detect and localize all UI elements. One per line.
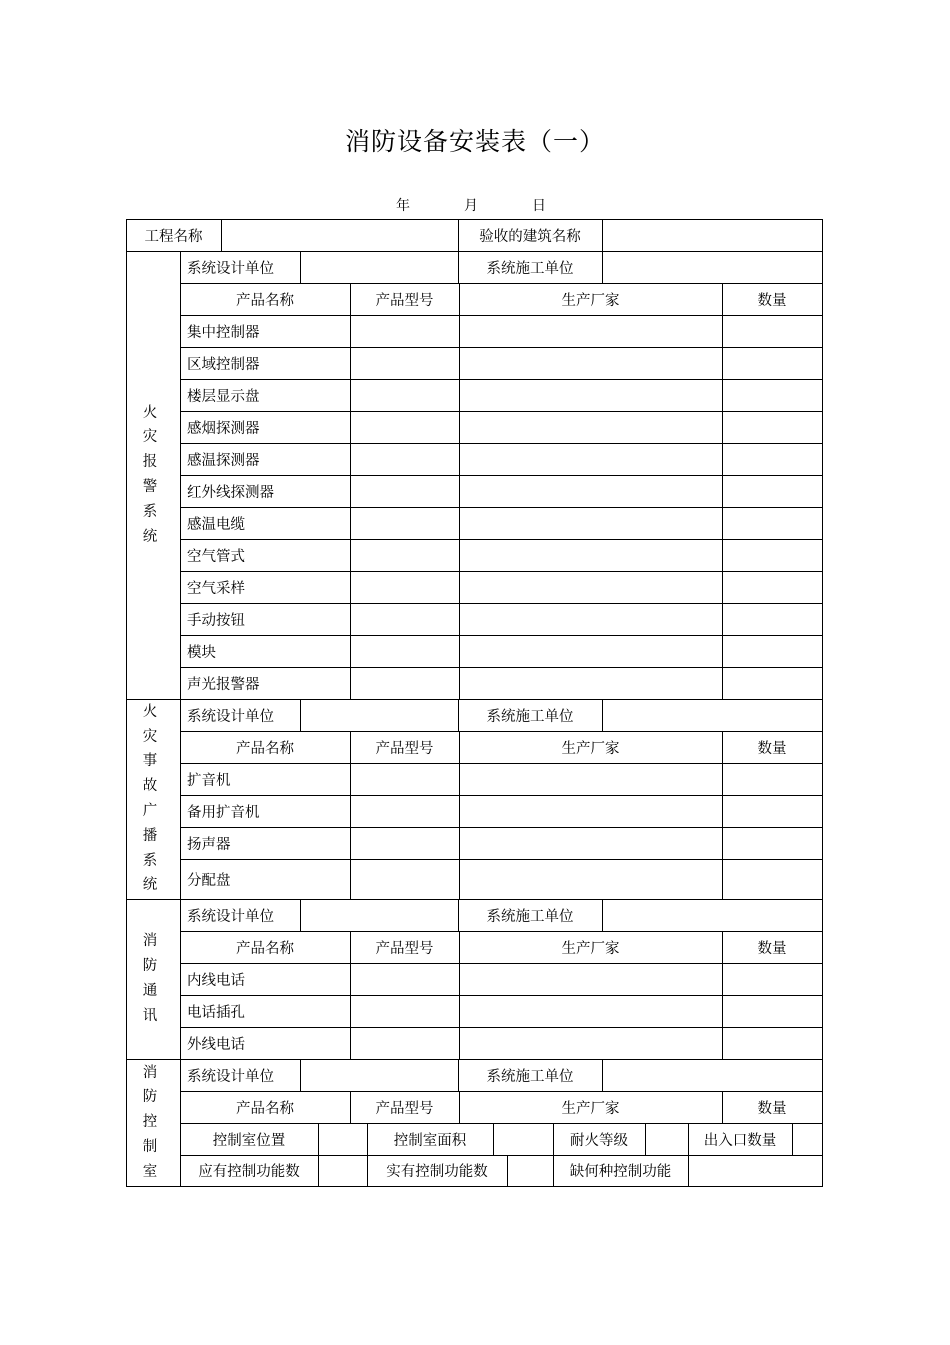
date-month: 月: [464, 198, 478, 214]
col-header-qty: 数量: [757, 1100, 787, 1117]
product-model-cell: [350, 963, 459, 995]
construction-unit-value: [602, 699, 822, 731]
control-function-label: 实有控制功能数: [386, 1164, 488, 1180]
section-label-char: 警: [142, 479, 158, 495]
control-function-label: 应有控制功能数: [198, 1164, 300, 1180]
product-name-cell: 空气采样: [187, 580, 245, 597]
section-label-char: 室: [142, 1163, 158, 1180]
col-header-maker: 生产厂家: [561, 740, 620, 757]
control-room-label: 控制室面积: [393, 1132, 467, 1149]
product-qty-cell: [722, 995, 822, 1027]
section-label-char: 火: [142, 404, 158, 421]
product-name-cell: 感温探测器: [187, 452, 260, 469]
product-maker-cell: [459, 475, 722, 507]
date-day: 日: [532, 198, 546, 214]
section-label-char: 防: [142, 1089, 158, 1106]
control-room-label: 控制室位置: [212, 1132, 286, 1149]
fire-comm-section-label: [126, 899, 174, 1059]
section-label-char: 通: [142, 983, 158, 999]
product-name-cell: 扩音机: [187, 772, 231, 789]
construction-unit-label: 系统施工单位: [486, 260, 574, 277]
design-unit-label: 系统设计单位: [187, 260, 274, 277]
col-header-name: 产品名称: [236, 940, 294, 957]
product-name-cell: 空气管式: [187, 548, 245, 565]
product-maker-cell: [459, 667, 722, 699]
product-maker-cell: [459, 995, 722, 1027]
product-model-cell: [350, 1027, 459, 1059]
section-label-char: 消: [142, 933, 158, 950]
product-model-cell: [350, 827, 459, 859]
section-label-char: 消: [142, 1064, 158, 1081]
product-qty-cell: [722, 379, 822, 411]
product-maker-cell: [459, 539, 722, 571]
col-header-model: 产品型号: [375, 740, 434, 757]
control-function-value: [507, 1155, 553, 1186]
product-name-cell: 手动按钮: [187, 612, 245, 629]
construction-unit-label: 系统施工单位: [486, 708, 574, 725]
col-header-qty: 数量: [757, 940, 787, 957]
section-label-char: 故: [142, 778, 158, 795]
product-maker-cell: [459, 603, 722, 635]
project-name-label: 工程名称: [144, 228, 203, 245]
product-name-cell: 模块: [187, 644, 216, 661]
building-name-label: 验收的建筑名称: [479, 228, 581, 245]
col-header-qty: 数量: [757, 292, 787, 309]
control-room-label: 耐火等级: [570, 1132, 628, 1149]
col-header-name: 产品名称: [236, 292, 294, 309]
product-maker-cell: [459, 347, 722, 379]
control-function-label: 缺何种控制功能: [569, 1164, 672, 1180]
section-label-char: 防: [142, 958, 158, 975]
col-header-maker: 生产厂家: [561, 292, 620, 309]
product-name-cell: 分配盘: [187, 872, 231, 889]
section-label-char: 控: [142, 1114, 158, 1131]
control-function-value: [688, 1155, 822, 1186]
product-qty-cell: [722, 827, 822, 859]
section-label-char: 报: [142, 454, 158, 471]
section-label-char: 事: [142, 753, 158, 770]
design-unit-label: 系统设计单位: [187, 708, 274, 725]
col-header-model: 产品型号: [375, 940, 434, 957]
product-name-cell: 备用扩音机: [187, 804, 260, 821]
fire-control-room-section-label: [126, 1059, 174, 1186]
product-name-cell: 感烟探测器: [187, 420, 260, 437]
col-header-model: 产品型号: [375, 1100, 434, 1117]
section-label-char: 系: [142, 503, 158, 520]
col-header-name: 产品名称: [236, 1100, 294, 1117]
product-name-cell: 声光报警器: [187, 676, 260, 693]
product-maker-cell: [459, 315, 722, 347]
product-model-cell: [350, 539, 459, 571]
product-maker-cell: [459, 571, 722, 603]
section-label-char: 灾: [142, 728, 158, 745]
design-unit-value: [300, 1059, 458, 1091]
building-name-value: [602, 219, 822, 251]
product-model-cell: [350, 379, 459, 411]
project-name-value: [221, 219, 458, 251]
section-label-char: 灾: [142, 429, 158, 446]
product-maker-cell: [459, 443, 722, 475]
construction-unit-label: 系统施工单位: [486, 1068, 574, 1085]
product-qty-cell: [722, 763, 822, 795]
product-qty-cell: [722, 963, 822, 995]
product-model-cell: [350, 571, 459, 603]
product-name-cell: 外线电话: [187, 1036, 245, 1053]
section-label-char: 制: [142, 1138, 158, 1155]
product-name-cell: 内线电话: [187, 972, 245, 989]
col-header-model: 产品型号: [375, 292, 434, 309]
product-model-cell: [350, 635, 459, 667]
control-room-value: [792, 1123, 822, 1155]
product-qty-cell: [722, 635, 822, 667]
fire-alarm-section-label: [126, 251, 174, 699]
product-qty-cell: [722, 571, 822, 603]
construction-unit-value: [602, 251, 822, 283]
product-qty-cell: [722, 411, 822, 443]
section-label-char: 讯: [142, 1007, 158, 1024]
product-qty-cell: [722, 347, 822, 379]
section-label-char: 统: [142, 877, 158, 894]
product-qty-cell: [722, 507, 822, 539]
product-qty-cell: [722, 443, 822, 475]
section-label-char: 系: [142, 852, 158, 869]
design-unit-label: 系统设计单位: [187, 908, 274, 925]
product-maker-cell: [459, 827, 722, 859]
construction-unit-label: 系统施工单位: [486, 908, 574, 925]
section-label-char: 播: [142, 827, 158, 844]
product-name-cell: 感温电缆: [187, 516, 245, 533]
product-qty-cell: [722, 475, 822, 507]
product-name-cell: 楼层显示盘: [187, 388, 260, 405]
design-unit-value: [300, 251, 458, 283]
control-room-value: [645, 1123, 688, 1155]
date-year: 年: [396, 198, 410, 214]
product-model-cell: [350, 411, 459, 443]
product-maker-cell: [459, 1027, 722, 1059]
design-unit-value: [300, 899, 458, 931]
product-qty-cell: [722, 667, 822, 699]
col-header-name: 产品名称: [236, 740, 294, 757]
section-label-char: 广: [142, 803, 158, 819]
product-model-cell: [350, 859, 459, 899]
control-room-value: [318, 1123, 367, 1155]
product-maker-cell: [459, 795, 722, 827]
section-label-char: 统: [142, 528, 158, 545]
product-model-cell: [350, 995, 459, 1027]
control-function-value: [318, 1155, 367, 1186]
product-qty-cell: [722, 603, 822, 635]
control-room-value: [493, 1123, 553, 1155]
product-qty-cell: [722, 315, 822, 347]
product-qty-cell: [722, 539, 822, 571]
product-model-cell: [350, 763, 459, 795]
col-header-qty: 数量: [757, 740, 787, 757]
product-name-cell: 区域控制器: [187, 356, 260, 373]
product-model-cell: [350, 795, 459, 827]
construction-unit-value: [602, 1059, 822, 1091]
product-model-cell: [350, 603, 459, 635]
product-qty-cell: [722, 1027, 822, 1059]
section-label-char: 火: [142, 703, 158, 720]
product-maker-cell: [459, 507, 722, 539]
product-maker-cell: [459, 411, 722, 443]
product-maker-cell: [459, 859, 722, 899]
product-name-cell: 扬声器: [187, 836, 231, 853]
page-title: 消防设备安装表（一）: [344, 127, 605, 156]
col-header-maker: 生产厂家: [561, 1100, 620, 1117]
design-unit-value: [300, 699, 458, 731]
construction-unit-value: [602, 899, 822, 931]
product-maker-cell: [459, 763, 722, 795]
product-name-cell: 电话插孔: [187, 1004, 245, 1021]
control-room-label: 出入口数量: [703, 1132, 777, 1149]
product-model-cell: [350, 443, 459, 475]
product-model-cell: [350, 475, 459, 507]
fire-broadcast-section-label: [126, 699, 174, 899]
product-model-cell: [350, 347, 459, 379]
product-maker-cell: [459, 963, 722, 995]
col-header-maker: 生产厂家: [561, 940, 620, 957]
product-qty-cell: [722, 795, 822, 827]
design-unit-label: 系统设计单位: [187, 1068, 274, 1085]
product-model-cell: [350, 667, 459, 699]
product-model-cell: [350, 507, 459, 539]
product-model-cell: [350, 315, 459, 347]
product-name-cell: 红外线探测器: [187, 484, 274, 501]
product-name-cell: 集中控制器: [187, 324, 260, 341]
product-maker-cell: [459, 635, 722, 667]
product-qty-cell: [722, 859, 822, 899]
product-maker-cell: [459, 379, 722, 411]
